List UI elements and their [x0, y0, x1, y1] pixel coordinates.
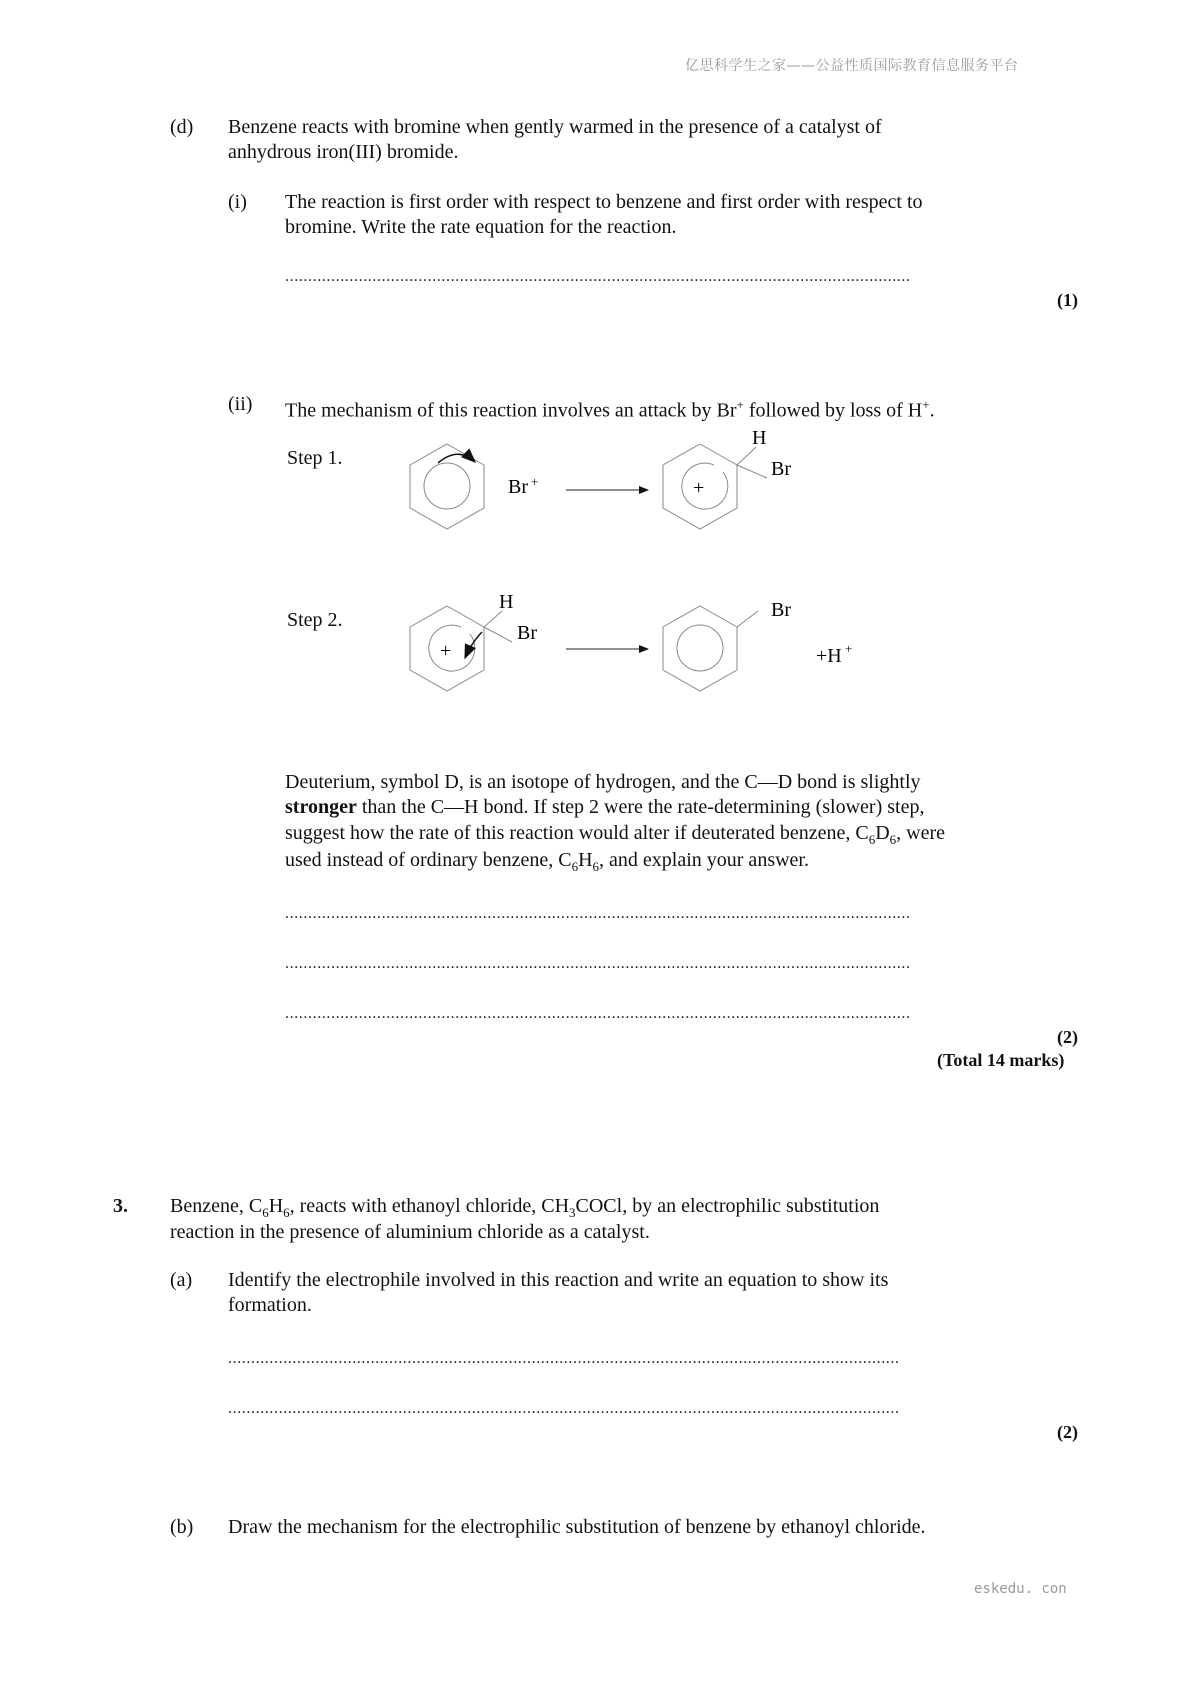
deuterium-line2-rest: than the C—H bond. If step 2 were the rate-determining (slower) step,	[356, 796, 925, 818]
step2-label: Step 2.	[287, 609, 343, 631]
answer-line-d-ii-1[interactable]: ........................................................................................................................................	[285, 905, 911, 922]
part-d-ii-label: (ii)	[228, 393, 253, 415]
intro-text-c: .	[929, 399, 935, 422]
q3-l1-a: Benzene, C	[170, 1195, 263, 1217]
line4-a: used instead of ordinary benzene, C	[285, 849, 572, 871]
part-d-line1: Benzene reacts with bromine when gently warmed in the presence of a catalyst of	[228, 116, 882, 138]
mark-d-i: (1)	[1057, 290, 1078, 310]
deuterium-line2	[285, 795, 924, 820]
step1-intermediate-charge: +	[693, 477, 705, 499]
step2-product-br-label: Br	[771, 599, 791, 621]
line4-c: , and explain your answer.	[599, 849, 809, 871]
q3-line2: reaction in the presence of aluminium chloride as a catalyst.	[170, 1221, 650, 1243]
q3-l1-s1: 6	[262, 1205, 269, 1220]
mark-d-ii: (2)	[1057, 1027, 1078, 1047]
step2-byproduct: +H	[816, 645, 842, 667]
step1-label: Step 1.	[287, 447, 343, 469]
line3-b: D	[875, 822, 890, 844]
q3-a-label: (a)	[170, 1269, 193, 1291]
part-d-ii-intro	[285, 392, 935, 424]
line4-b: H	[578, 849, 593, 871]
br-charge: +	[736, 397, 744, 412]
mechanism-diagram	[380, 420, 880, 700]
line3-s2: 6	[889, 832, 897, 847]
step2-curly-arrow	[465, 632, 482, 658]
intro-text-b: followed by loss of H	[743, 399, 923, 422]
intro-text-a: The mechanism of this reaction involves an attack by Br	[285, 399, 737, 422]
mark-3a: (2)	[1057, 1422, 1078, 1442]
q3-l1-b: H	[268, 1195, 284, 1217]
part-d-i-line1: The reaction is first order with respect to benzene and first order with respect to	[285, 191, 923, 213]
q3-number: 3.	[113, 1195, 128, 1217]
footer-site: eskedu. con	[974, 1581, 1067, 1597]
step2-intermediate-charge: +	[440, 640, 452, 662]
answer-line-d-ii-3[interactable]: ........................................................................................................................................	[285, 1005, 911, 1022]
part-d-line2: anhydrous iron(III) bromide.	[228, 141, 459, 163]
part-d-label: (d)	[170, 116, 194, 138]
total-marks: (Total 14 marks)	[937, 1050, 1065, 1070]
q3-l1-s2: 6	[283, 1205, 290, 1220]
step2-br-label: Br	[517, 622, 537, 644]
step1-curly-arrow	[438, 454, 475, 463]
part-d-i-label: (i)	[228, 191, 247, 213]
step1-reagent-charge: +	[531, 474, 539, 489]
answer-line-3a-1[interactable]: ..................................................................................................................................................	[228, 1350, 900, 1367]
line4-s2: 6	[592, 859, 600, 874]
q3-a-line2: formation.	[228, 1294, 312, 1316]
answer-line-3a-2[interactable]: ..................................................................................................................................................	[228, 1400, 900, 1417]
step2-product-bromobenzene	[663, 606, 758, 691]
deuterium-line4	[285, 848, 809, 879]
line3-s1: 6	[868, 832, 876, 847]
deuterium-line1: Deuterium, symbol D, is an isotope of hydrogen, and the C—D bond is slightly	[285, 771, 921, 793]
stronger-bold: stronger	[285, 796, 357, 818]
line4-s1: 6	[571, 859, 579, 874]
step1-reagent: Br	[508, 476, 528, 498]
h-charge: +	[922, 397, 930, 412]
line3-a: suggest how the rate of this reaction would alter if deuterated benzene, C	[285, 822, 869, 844]
q3-a-line1: Identify the electrophile involved in this reaction and write an equation to show its	[228, 1269, 889, 1291]
answer-line-d-ii-2[interactable]: ........................................................................................................................................	[285, 955, 911, 972]
step1-h-label: H	[752, 427, 767, 449]
step2-intermediate	[410, 606, 512, 691]
q3-l1-c: , reacts with ethanoyl chloride, CH	[289, 1195, 570, 1217]
step2-byproduct-charge: +	[845, 641, 853, 656]
part-d-i-line2: bromine. Write the rate equation for the reaction.	[285, 216, 677, 238]
answer-line-d-i[interactable]: ........................................................................................................................................	[285, 268, 911, 285]
header-watermark: 亿思科学生之家——公益性质国际教育信息服务平台	[685, 58, 1019, 74]
q3-l1-s3: 3	[569, 1205, 576, 1220]
step1-intermediate	[663, 444, 767, 529]
q3-b-line1: Draw the mechanism for the electrophilic substitution of benzene by ethanoyl chloride.	[228, 1516, 926, 1538]
line3-c: , were	[896, 822, 945, 844]
step1-br-label: Br	[771, 458, 791, 480]
q3-b-label: (b)	[170, 1516, 194, 1538]
q3-l1-d: COCl, by an electrophilic substitution	[575, 1195, 880, 1217]
step2-h-label: H	[499, 591, 514, 613]
